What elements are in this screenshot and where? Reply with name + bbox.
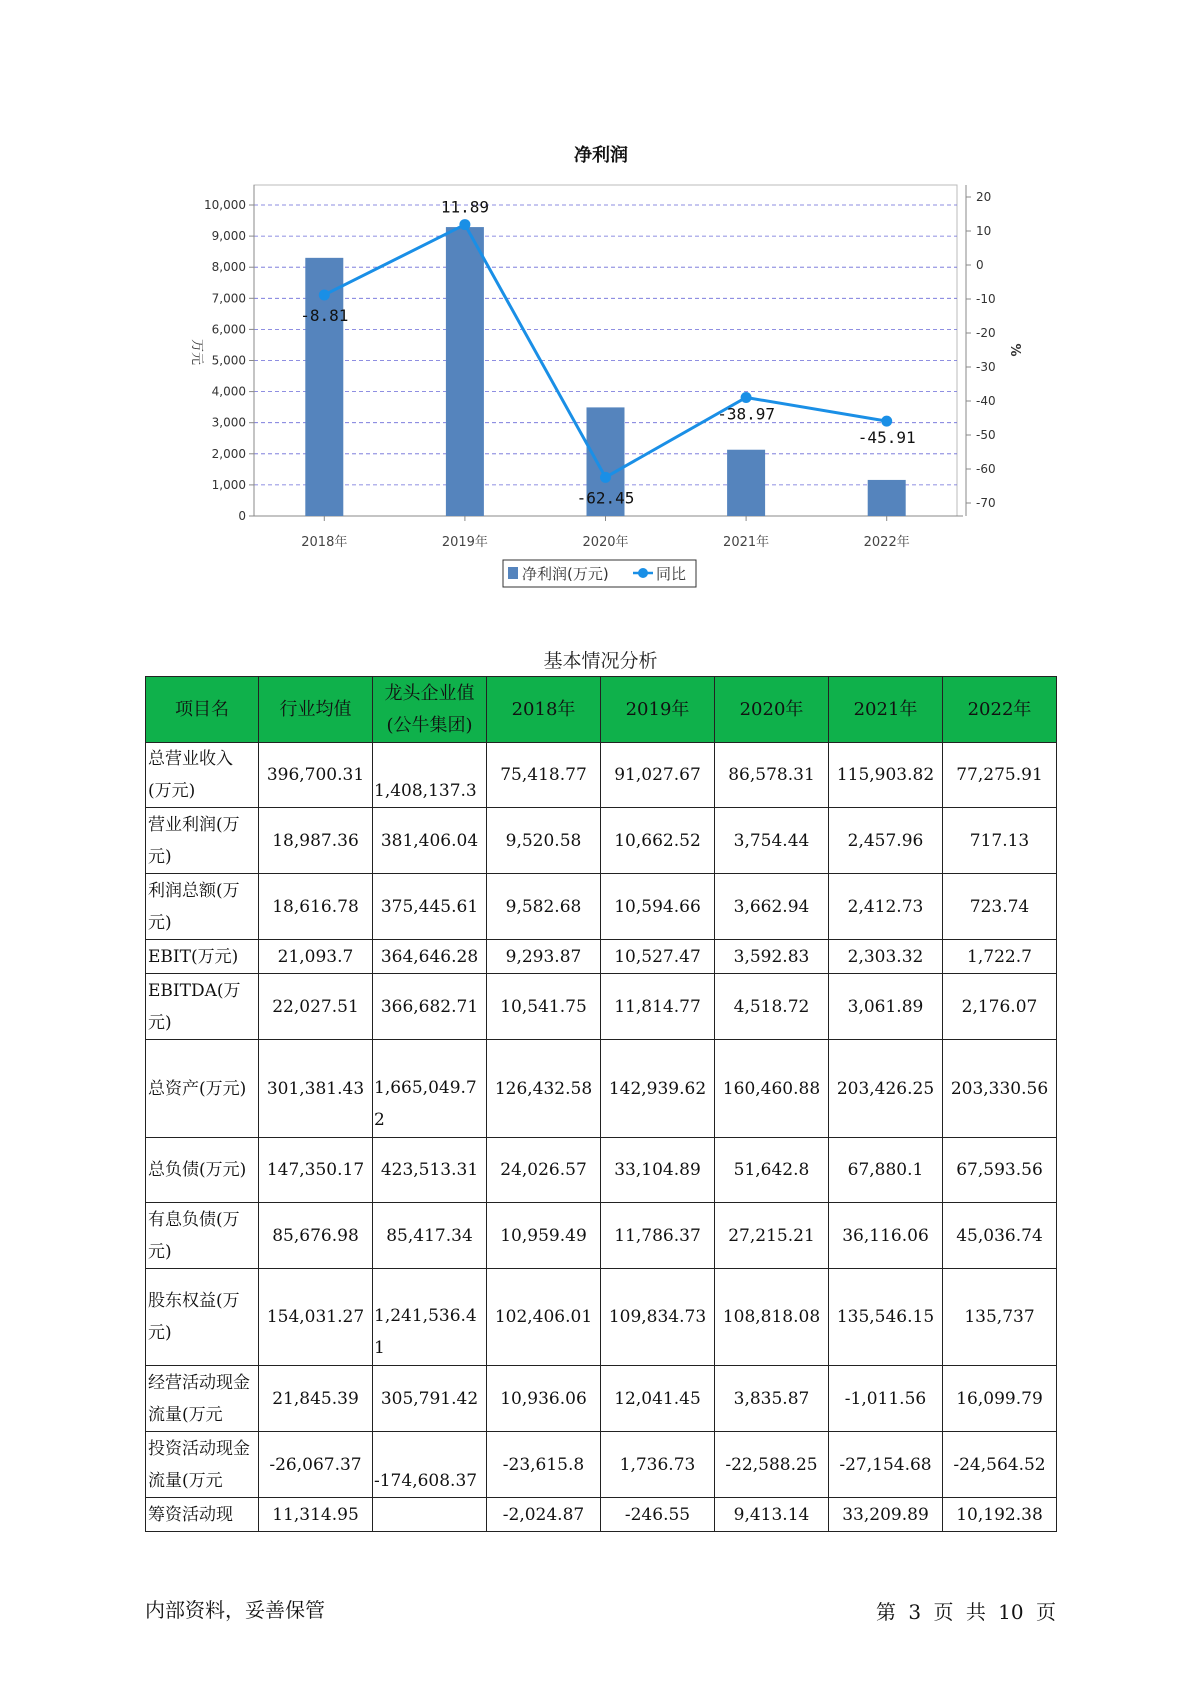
cell: 33,104.89 bbox=[601, 1138, 715, 1203]
yoy-data-label: -45.91 bbox=[857, 428, 916, 448]
table-row bbox=[146, 1203, 1057, 1269]
cell bbox=[373, 1498, 487, 1532]
right-tick-label: -20 bbox=[976, 326, 996, 340]
yoy-point bbox=[600, 472, 611, 483]
basic-analysis-table bbox=[145, 676, 1057, 1532]
bar-net-profit bbox=[446, 227, 484, 516]
left-tick-label: 8,000 bbox=[211, 260, 246, 275]
cell: 2,412.73 bbox=[829, 874, 943, 940]
cell: 91,027.67 bbox=[601, 743, 715, 808]
yoy-data-label: -62.45 bbox=[576, 488, 635, 508]
right-axis-label: % bbox=[1007, 343, 1022, 357]
cell: 85,417.34 bbox=[373, 1203, 487, 1269]
cell: 381,406.04 bbox=[373, 808, 487, 874]
cell: 16,099.79 bbox=[943, 1366, 1057, 1432]
cell: 3,835.87 bbox=[715, 1366, 829, 1432]
x-axis bbox=[254, 516, 963, 550]
left-tick-label: 7,000 bbox=[211, 291, 246, 306]
row-label: 筹资活动现 bbox=[146, 1498, 259, 1532]
bar-net-profit bbox=[727, 450, 765, 516]
right-tick-label: 0 bbox=[976, 258, 984, 272]
row-label: 有息负债(万元) bbox=[146, 1203, 259, 1269]
table-row bbox=[146, 974, 1057, 1040]
cell: 160,460.88 bbox=[715, 1040, 829, 1138]
cell: 10,662.52 bbox=[601, 808, 715, 874]
right-tick-label: -60 bbox=[976, 462, 996, 476]
cell: 27,215.21 bbox=[715, 1203, 829, 1269]
row-label: EBITDA(万元) bbox=[146, 974, 259, 1040]
legend-bar-label: 净利润(万元) bbox=[522, 565, 609, 583]
cell: 115,903.82 bbox=[829, 743, 943, 808]
cell: 126,432.58 bbox=[487, 1040, 601, 1138]
table-row bbox=[146, 1040, 1057, 1138]
x-tick-label: 2019年 bbox=[441, 535, 488, 550]
right-tick-label: -10 bbox=[976, 292, 996, 306]
row-label: 投资活动现金流量(万元 bbox=[146, 1432, 259, 1498]
table-row bbox=[146, 1432, 1057, 1498]
cell: 67,593.56 bbox=[943, 1138, 1057, 1203]
cell: 21,845.39 bbox=[259, 1366, 373, 1432]
net-profit-chart bbox=[0, 0, 1191, 600]
cell: 2,457.96 bbox=[829, 808, 943, 874]
row-label: 总营业收入(万元) bbox=[146, 743, 259, 808]
row-label: 经营活动现金流量(万元 bbox=[146, 1366, 259, 1432]
table-header-row bbox=[146, 677, 1057, 743]
cell: 18,616.78 bbox=[259, 874, 373, 940]
cell: 9,413.14 bbox=[715, 1498, 829, 1532]
left-tick-label: 2,000 bbox=[211, 446, 246, 461]
x-tick-label: 2021年 bbox=[723, 535, 770, 550]
cell: 9,582.68 bbox=[487, 874, 601, 940]
x-tick-label: 2022年 bbox=[863, 535, 910, 550]
cell: -26,067.37 bbox=[259, 1432, 373, 1498]
yoy-data-label: -8.81 bbox=[300, 305, 349, 325]
cell: 2,303.32 bbox=[829, 940, 943, 974]
cell: 1,408,137.3 bbox=[373, 743, 487, 808]
cell: 9,293.87 bbox=[487, 940, 601, 974]
cell: -22,588.25 bbox=[715, 1432, 829, 1498]
row-label: 总负债(万元) bbox=[146, 1138, 259, 1203]
cell: 85,676.98 bbox=[259, 1203, 373, 1269]
cell: 10,936.06 bbox=[487, 1366, 601, 1432]
row-label: 总资产(万元) bbox=[146, 1040, 259, 1138]
cell: 717.13 bbox=[943, 808, 1057, 874]
cell: 4,518.72 bbox=[715, 974, 829, 1040]
cell: 147,350.17 bbox=[259, 1138, 373, 1203]
yoy-point bbox=[881, 416, 892, 427]
cell: 135,737 bbox=[943, 1269, 1057, 1366]
yoy-data-label: 11.89 bbox=[440, 197, 489, 217]
cell: 2,176.07 bbox=[943, 974, 1057, 1040]
header-leader-value: 龙头企业值(公牛集团) bbox=[373, 677, 487, 743]
left-y-axis bbox=[204, 185, 254, 523]
cell: 10,541.75 bbox=[487, 974, 601, 1040]
row-label: 股东权益(万元) bbox=[146, 1269, 259, 1366]
cell: 109,834.73 bbox=[601, 1269, 715, 1366]
cell: 723.74 bbox=[943, 874, 1057, 940]
cell: 1,736.73 bbox=[601, 1432, 715, 1498]
row-label: 营业利润(万元) bbox=[146, 808, 259, 874]
bar-net-profit bbox=[868, 480, 906, 516]
cell: 3,061.89 bbox=[829, 974, 943, 1040]
yoy-point bbox=[459, 219, 470, 230]
cell: 33,209.89 bbox=[829, 1498, 943, 1532]
row-label: 利润总额(万元) bbox=[146, 874, 259, 940]
cell: 10,594.66 bbox=[601, 874, 715, 940]
cell: 75,418.77 bbox=[487, 743, 601, 808]
cell: 364,646.28 bbox=[373, 940, 487, 974]
cell: 203,330.56 bbox=[943, 1040, 1057, 1138]
left-tick-label: 6,000 bbox=[211, 322, 246, 337]
legend-bar-swatch bbox=[508, 567, 518, 579]
cell: 3,662.94 bbox=[715, 874, 829, 940]
cell: 86,578.31 bbox=[715, 743, 829, 808]
cell: 1,722.7 bbox=[943, 940, 1057, 974]
cell: 45,036.74 bbox=[943, 1203, 1057, 1269]
cell: 11,786.37 bbox=[601, 1203, 715, 1269]
cell: 77,275.91 bbox=[943, 743, 1057, 808]
header-2022: 2022年 bbox=[943, 677, 1057, 743]
x-tick-label: 2018年 bbox=[301, 535, 348, 550]
chart-title: 净利润 bbox=[574, 145, 628, 166]
legend-line-label: 同比 bbox=[656, 565, 687, 583]
cell: 154,031.27 bbox=[259, 1269, 373, 1366]
footer-confidential: 内部资料，妥善保管 bbox=[145, 1598, 325, 1622]
left-tick-label: 9,000 bbox=[211, 229, 246, 244]
cell: 10,527.47 bbox=[601, 940, 715, 974]
header-2020: 2020年 bbox=[715, 677, 829, 743]
cell: 18,987.36 bbox=[259, 808, 373, 874]
cell: 203,426.25 bbox=[829, 1040, 943, 1138]
table-row bbox=[146, 743, 1057, 808]
cell: 67,880.1 bbox=[829, 1138, 943, 1203]
cell: 396,700.31 bbox=[259, 743, 373, 808]
table-row bbox=[146, 874, 1057, 940]
cell: 11,314.95 bbox=[259, 1498, 373, 1532]
right-tick-label: -40 bbox=[976, 394, 996, 408]
left-tick-label: 4,000 bbox=[211, 384, 246, 399]
yoy-point bbox=[319, 289, 330, 300]
header-industry-avg: 行业均值 bbox=[259, 677, 373, 743]
cell: 1,241,536.41 bbox=[373, 1269, 487, 1366]
cell: 366,682.71 bbox=[373, 974, 487, 1040]
yoy-data-label: -38.97 bbox=[717, 404, 775, 424]
right-tick-label: -30 bbox=[976, 360, 996, 374]
chart-legend bbox=[503, 560, 696, 587]
cell: -23,615.8 bbox=[487, 1432, 601, 1498]
row-label: EBIT(万元) bbox=[146, 940, 259, 974]
cell: 10,192.38 bbox=[943, 1498, 1057, 1532]
cell: -174,608.37 bbox=[373, 1432, 487, 1498]
x-tick-label: 2020年 bbox=[582, 535, 629, 550]
cell: 22,027.51 bbox=[259, 974, 373, 1040]
table-row bbox=[146, 1269, 1057, 1366]
table-row bbox=[146, 1138, 1057, 1203]
cell: -246.55 bbox=[601, 1498, 715, 1532]
cell: 375,445.61 bbox=[373, 874, 487, 940]
left-tick-label: 0 bbox=[238, 509, 246, 523]
table-row bbox=[146, 808, 1057, 874]
cell: 3,592.83 bbox=[715, 940, 829, 974]
cell: -1,011.56 bbox=[829, 1366, 943, 1432]
cell: 3,754.44 bbox=[715, 808, 829, 874]
right-tick-label: -50 bbox=[976, 428, 996, 442]
cell: 9,520.58 bbox=[487, 808, 601, 874]
cell: -2,024.87 bbox=[487, 1498, 601, 1532]
cell: 11,814.77 bbox=[601, 974, 715, 1040]
cell: 108,818.08 bbox=[715, 1269, 829, 1366]
table-row bbox=[146, 1498, 1057, 1532]
right-tick-label: -70 bbox=[976, 496, 996, 510]
header-item: 项目名 bbox=[146, 677, 259, 743]
left-tick-label: 3,000 bbox=[211, 415, 246, 430]
footer-page-number: 第 3 页 共 10 页 bbox=[876, 1600, 1056, 1624]
left-tick-label: 1,000 bbox=[211, 477, 246, 492]
cell: 305,791.42 bbox=[373, 1366, 487, 1432]
left-tick-label: 10,000 bbox=[204, 198, 246, 212]
cell: 36,116.06 bbox=[829, 1203, 943, 1269]
left-axis-label: 万元 bbox=[189, 338, 204, 366]
table-row bbox=[146, 940, 1057, 974]
cell: 24,026.57 bbox=[487, 1138, 601, 1203]
yoy-point bbox=[741, 392, 752, 403]
legend-line-marker bbox=[638, 568, 648, 578]
table-caption: 基本情况分析 bbox=[543, 650, 658, 672]
table-row bbox=[146, 1366, 1057, 1432]
cell: 21,093.7 bbox=[259, 940, 373, 974]
cell: -24,564.52 bbox=[943, 1432, 1057, 1498]
cell: 423,513.31 bbox=[373, 1138, 487, 1203]
cell: 102,406.01 bbox=[487, 1269, 601, 1366]
right-tick-label: 20 bbox=[976, 190, 992, 204]
cell: 135,546.15 bbox=[829, 1269, 943, 1366]
right-tick-label: 10 bbox=[976, 224, 992, 238]
header-2019: 2019年 bbox=[601, 677, 715, 743]
header-2018: 2018年 bbox=[487, 677, 601, 743]
cell: -27,154.68 bbox=[829, 1432, 943, 1498]
header-2021: 2021年 bbox=[829, 677, 943, 743]
cell: 12,041.45 bbox=[601, 1366, 715, 1432]
left-tick-label: 5,000 bbox=[211, 353, 246, 368]
cell: 142,939.62 bbox=[601, 1040, 715, 1138]
cell: 51,642.8 bbox=[715, 1138, 829, 1203]
cell: 10,959.49 bbox=[487, 1203, 601, 1269]
cell: 1,665,049.72 bbox=[373, 1040, 487, 1138]
right-y-axis bbox=[966, 185, 996, 516]
cell: 301,381.43 bbox=[259, 1040, 373, 1138]
